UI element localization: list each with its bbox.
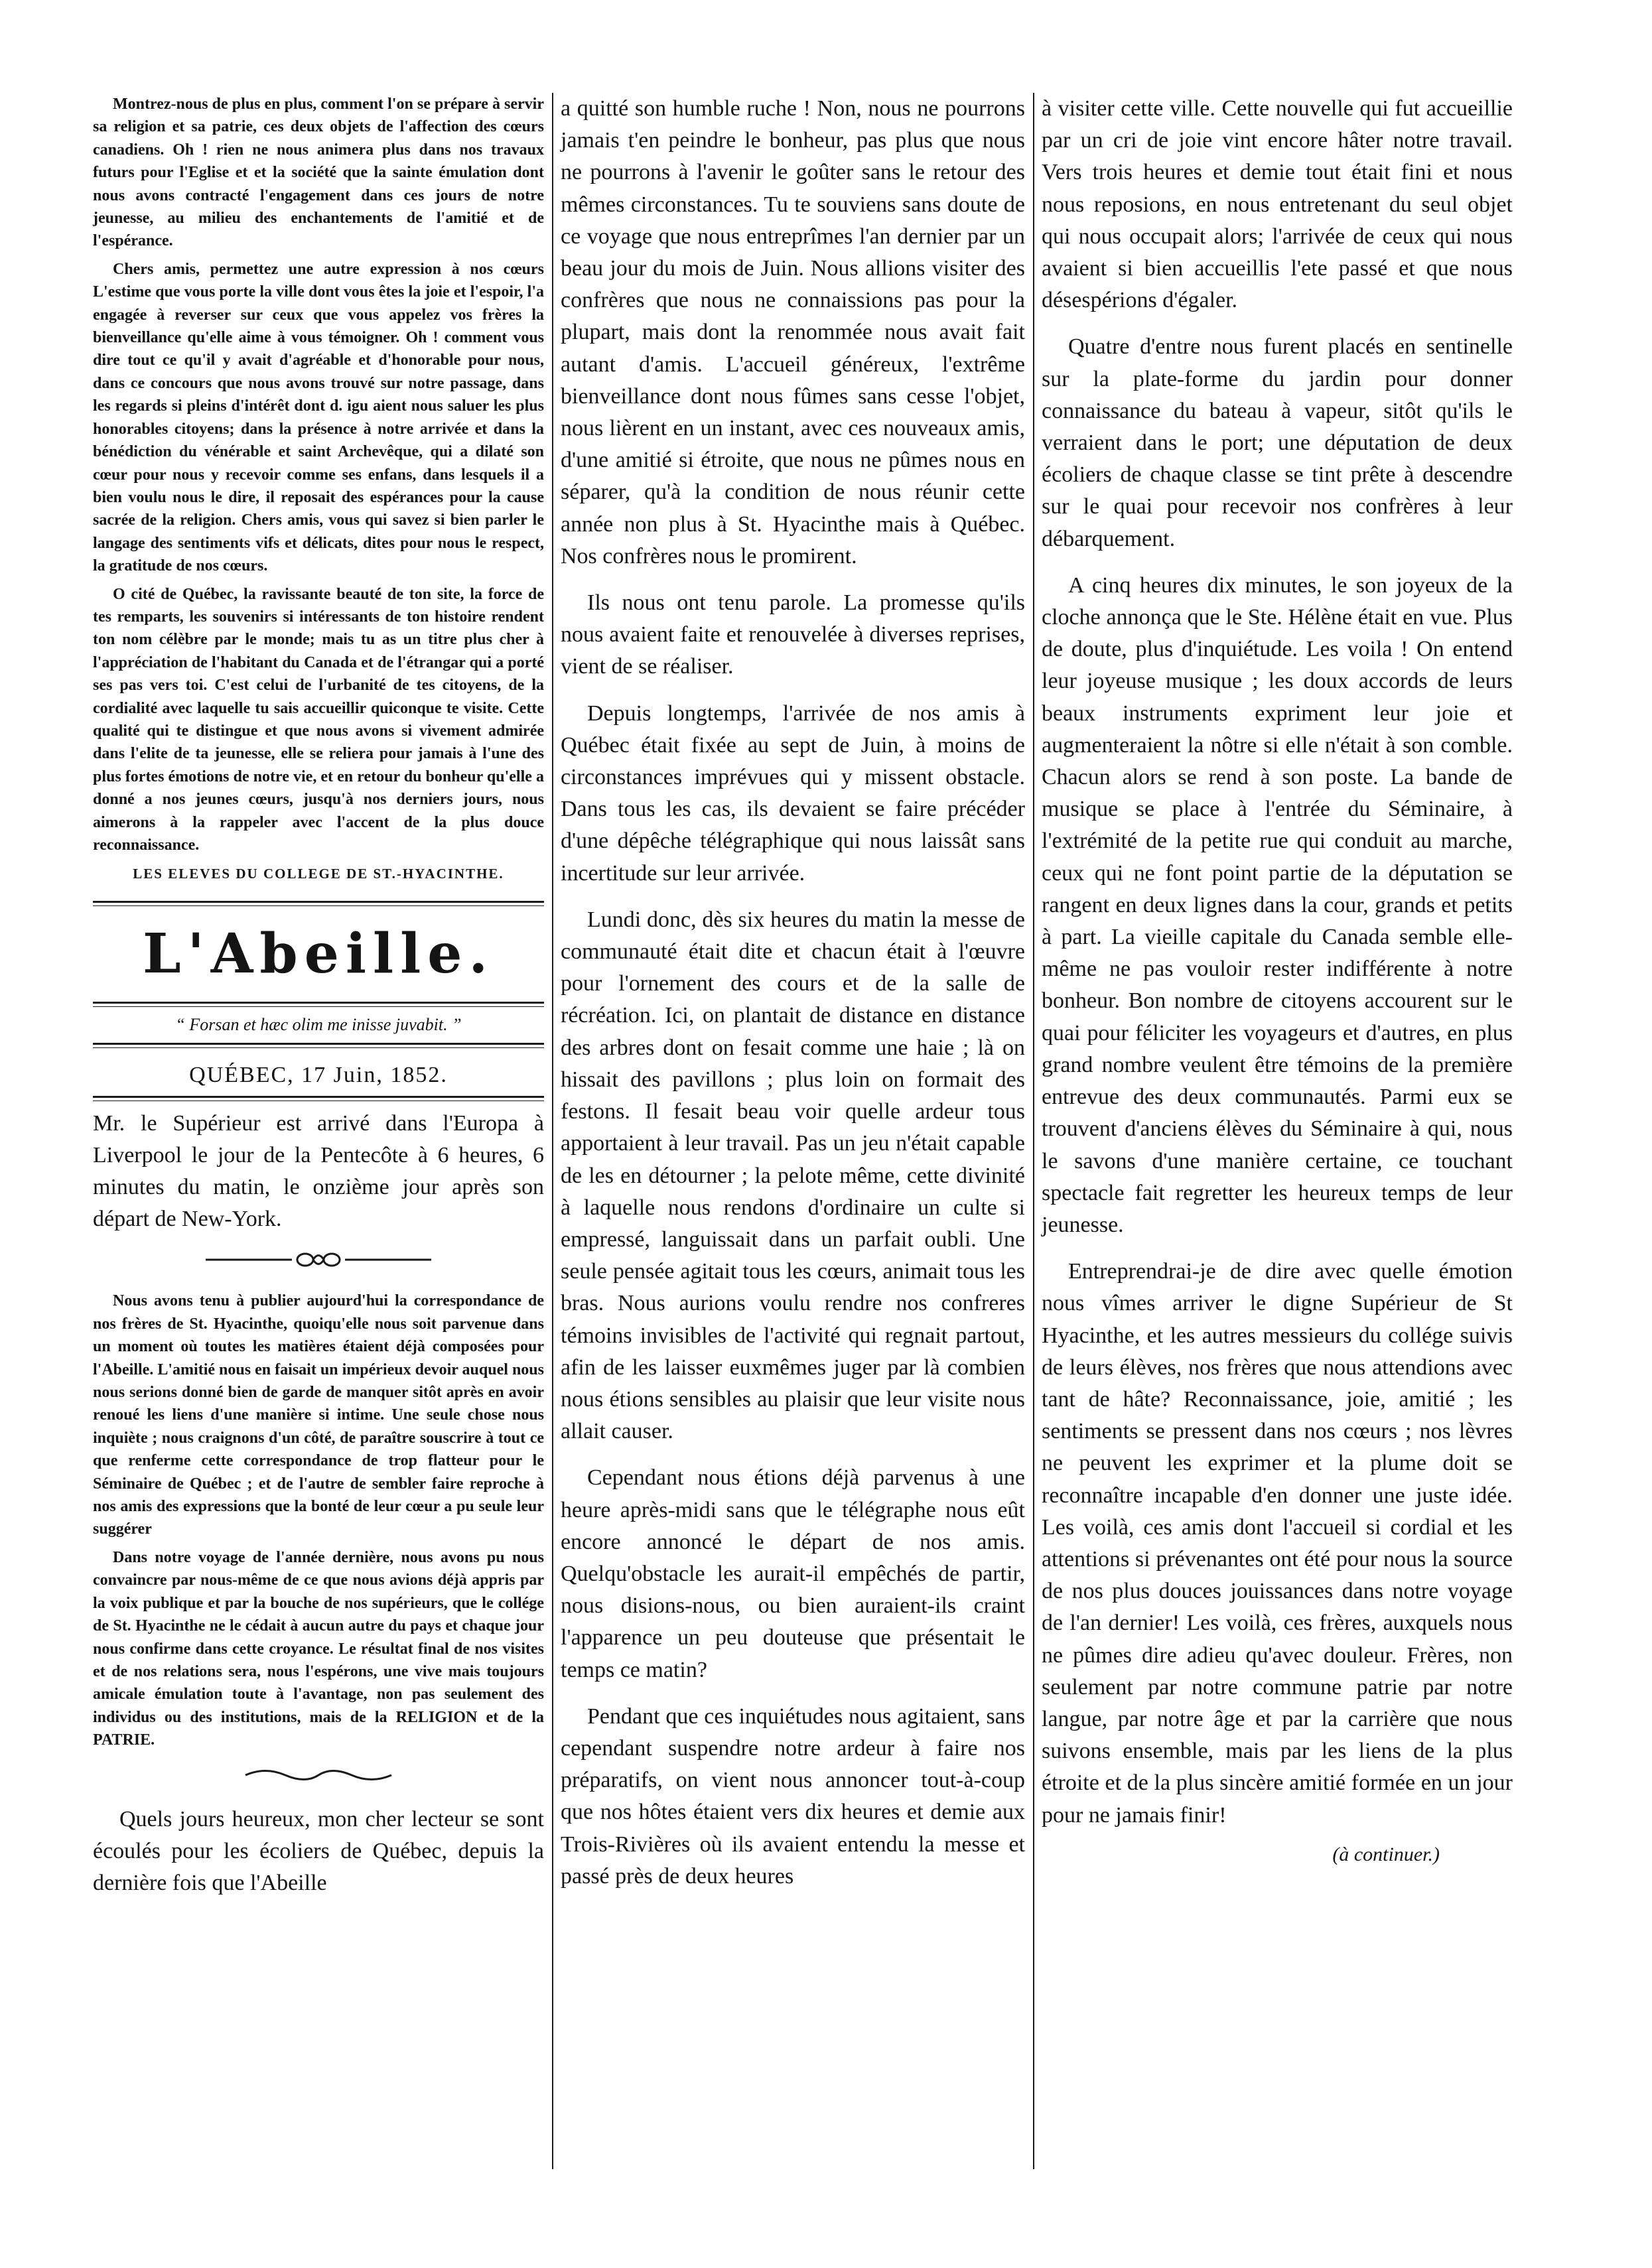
editor-paragraph: Dans notre voyage de l'année dernière, nous avons pu nous convaincre par nous-même de ce que nous avions déjà appris par la voix publique et par la bouche de nos supérieurs, que le collége de St. Hyacinthe ne le cédait à aucun autre du pays et chaque jour nous confirme dans cette croyance. Le résultat final de nos visites et de nos relations sera, nous l'espérons, une vive mais toujours amicale émulation toute à l'avantage, non pas seulement des individus ou des institutions, mais de la RELIGION et de la PATRIE. xyxy=(93,1548,544,1749)
masthead-rule-top xyxy=(93,901,544,906)
announcement: Mr. le Supérieur est arrivé dans l'Europa à Liverpool le jour de la Pentecôte à 6 heures, 6 minutes du matin, le onzième jour après son départ de New-York. xyxy=(93,1111,544,1232)
column-divider-left xyxy=(552,93,553,2169)
flourish-icon xyxy=(199,1248,438,1271)
letter-paragraph: O cité de Québec, la ravissante beauté de ton site, la force de tes remparts, les souvenirs si intéressants de ton histoire rendent ton nom célèbre par le monde; mais tu as un titre plus cher à l'appréciation de l'habitant du Canada et de l'étrangar qui a porté ses pas vers toi. C'est celui de l'urbanité de tes citoyens, de la cordialité avec laquelle tu sais accueillir quiconque te visite. Cette qualité qui te distingue et que nous avons si vivement admirée dans l'elite de ta jeunesse, elle se reliera pour jamais à l'une des plus fortes émotions de notre vie, et en retour du bonheur qu'elle a donné a nos jeunes cœurs, jusqu'à nos derniers jours, nous aimerons à la rappeler avec l'accent de la plus douce reconnaissance. xyxy=(93,585,544,854)
article-paragraph: Pendant que ces inquiétudes nous agitaient, sans cependant suspendre notre ardeur à faire nos préparatifs, on vient nous annoncer tout-à-coup que nos hôtes étaient vers dix heures et demie aux Trois-Rivières où ils avaient entendu la messe et passé près de deux heures xyxy=(561,1703,1025,1889)
article-paragraph: Lundi donc, dès six heures du matin la messe de communauté était dite et chacun était à l'œuvre pour l'ornement des cours et de la salle de récréation. Ici, on plantait de distance en distance des arbres dont on fesait comme une haie ; là on hissait des pavillons ; plus loin on formait des festons. Il fesait beau voir quelle ardeur tous apportaient à leur travail. Pas un jeu n'était capable de les en détourner ; la pelote même, cette divinité à laquelle nous rendons d'ordinaire un culte si empressé, languissait dans un parfait oubli. Une seule pensée agitait tous les cœurs, animait tous les bras. Nous aurions voulu rendre nos confreres témoins invisibles de l'activité qui regnait partout, afin de les laisser euxmêmes juger par là combien nous étions sensibles au plaisir que leur visite nous allait causer. xyxy=(561,907,1025,1444)
article-paragraph: à visiter cette ville. Cette nouvelle qui fut accueillie par un cri de joie vint encore hâter notre travail. Vers trois heures et demie tout était fini et nous nous reposions, en nous entretenant du seul objet qui nous occupait alors; l'arrivée de ceux qui nous avaient si bien accueillis l'ete passé et que nous désespérions d'égaler. xyxy=(1042,96,1513,313)
motto-rule xyxy=(93,1043,544,1048)
dateline: QUÉBEC, 17 Juin, 1852. xyxy=(189,1063,448,1088)
article-opening: Quels jours heureux, mon cher lecteur se sont écoulés pour les écoliers de Québec, depuis la dernière fois que l'Abeille xyxy=(93,1806,544,1895)
article-paragraph: Entreprendrai-je de dire avec quelle émotion nous vîmes arriver le digne Supérieur de St Hyacinthe, et les autres messieurs du collége suivis de leurs élèves, nos frères que nous attendions avec tant de hâte? Reconnaissance, joie, amitié ; les sentiments se pressent dans nos cœurs ; nos lèvres ne peuvent les exprimer et la plume doit se reconnaître incapable d'en donner une juste idée. Les voilà, ces amis dont l'accueil si cordial et les attentions si prévenantes ont été pour nous la source de nos plus douces jouissances dans notre voyage de l'an dernier! Les voilà, ces frères, auxquels nous ne pûmes dire adieu qu'avec douleur. Frères, non seulement par notre commune patrie par notre langue, par notre âge et par la carrière que nous suivons ensemble, mais par les liens de la plus étroite et de la plus sincère amitié formée en un jour pour ne jamais finir! xyxy=(1042,1259,1513,1828)
article-paragraph: Ils nous ont tenu parole. La promesse qu'ils nous avaient faite et renouvelée à diverses reprises, vient de se réaliser. xyxy=(561,590,1025,679)
column-divider-right xyxy=(1033,93,1034,2169)
letter-section xyxy=(93,93,544,856)
letter-paragraph: Montrez-nous de plus en plus, comment l'on se prépare à servir sa religion et sa patrie, ces deux objets de l'affection des cœurs canadiens. Oh ! rien ne nous animera plus dans nos travaux futurs pour l'Eglise et et la société que la sainte émulation dont nous avons contracté l'engagement dans ces jours de notre jeunesse, au milieu des enchantements de l'amitié et de l'espérance. xyxy=(93,96,544,250)
column-right xyxy=(1042,93,1513,1866)
flourish-icon xyxy=(239,1765,398,1785)
article-paragraph: A cinq heures dix minutes, le son joyeux de la cloche annonça que le Ste. Hélène était en vue. Plus de doute, plus d'inquiétude. Les voila ! On entend leur joyeuse musique ; les doux accords de leurs beaux instruments expriment leur joie et augmenteraient la nôtre si elle n'était à son comble. Chacun alors se rend à son poste. La bande de musique se place à l'entrée du Séminaire, à l'extrémité de la petite rue qui conduit au marche, ceux qui ne font point partie de la députation se rangent en deux lignes dans la cour, grands et petits à part. La vieille capitale du Canada semble elle-même ne pas vouloir rester indifférente à notre bonheur. Bon nombre de citoyens accourent sur le quai pour féliciter les voyageurs et d'autres, en plus grand nombre veulent être témoins de la première entrevue des deux communautés. Parmi eux se trouvent d'anciens élèves du Séminaire à qui, nous le savons d'une manière certaine, ce touchant spectacle fait regretter les heureux temps de leur jeunesse. xyxy=(1042,572,1513,1237)
motto: “ Forsan et hæc olim me inisse juvabit. ” xyxy=(175,1015,462,1035)
column-left xyxy=(93,93,544,1899)
masthead-rule-bottom xyxy=(93,1002,544,1007)
continued-note: (à continuer.) xyxy=(1332,1843,1440,1865)
flourish-ornament-2 xyxy=(93,1765,544,1790)
article-paragraph: Depuis longtemps, l'arrivée de nos amis à Québec était fixée au sept de Juin, à moins de circonstances imprévues qui y missent obstacle. Dans tous les cas, ils devaient se faire précéder d'une dépêche télégraphique qui nous laissât sans incertitude sur leur arrivée. xyxy=(561,700,1025,886)
letter-paragraph: Chers amis, permettez une autre expression à nos cœurs L'estime que vous porte la ville dont vous êtes la joie et l'espoir, l'a engagée à reverser sur ceux que vous appelez vos frères la bienveillance qu'elle aime à vous témoigner. Oh ! comment vous dire tout ce qu'il y avait d'agréable et d'honorable pour nous, dans ce concours que nous avons trouvé sur notre passage, dans les regards si pleins d'intérêt dont d. igu aient nous saluer les plus honorables citoyens; dans la présence à notre arrivée et dans la bénédiction du vénérable et saint Archevêque, qui a dilaté son cœur pour nous y recevoir comme ses enfans, dans lesquels il a bien voulu nous le dire, il reposait des espérances pour la cause sacrée de la religion. Chers amis, vous qui savez si bien parler le langage des sentiments vifs et délicats, dites pour nous le respect, la gratitude de nos cœurs. xyxy=(93,260,544,575)
dateline-rule xyxy=(93,1096,544,1101)
editor-note xyxy=(93,1290,544,1751)
article-paragraph: a quitté son humble ruche ! Non, nous ne pourrons jamais t'en peindre le bonheur, pas plus que nous ne pourrons à l'avenir le goûter sans le retour des mêmes circonstances. Tu te souviens sans doute de ce voyage que nous entreprîmes l'an dernier par un beau jour du mois de Juin. Nous allions visiter des confrères que nous ne connaissions pas pour la plupart, mais dont la renommée nous avait fait autant d'amis. L'accueil généreux, l'extrême bienveillance dont nous fûmes sans cesse l'objet, nous lièrent en un instant, avec ces nouveaux amis, d'une amitié si étroite, que nous ne pûmes nous en séparer, qu'à la condition de nous réunir cette année non plus à St. Hyacinthe mais à Québec. Nos confrères nous le promirent. xyxy=(561,96,1025,568)
letter-signature: LES ELEVES DU COLLEGE DE ST.-HYACINTHE. xyxy=(133,866,504,882)
editor-paragraph: Nous avons tenu à publier aujourd'hui la correspondance de nos frères de St. Hyacinthe, quoiqu'elle nous soit parvenue dans un moment où toutes les matières étaient déjà composées pour l'Abeille. L'amitié nous en faisait un impérieux devoir auquel nous nous serions donné bien de garde de manquer sitôt après en avoir renoué les liens d'une manière si intime. Une seule chose nous inquiète ; nous craignons d'un côté, de paraître souscrire à tout ce que renferme cette correspondance de trop flatteur pour le Séminaire de Québec ; et de l'autre de sembler faire reproche à nos amis des expressions que la bonté de leur cœur a pu seule leur suggérer xyxy=(93,1292,544,1538)
article-paragraph: Quatre d'entre nous furent placés en sentinelle sur la plate-forme du jardin pour donner connaissance du bateau à vapeur, sitôt qu'ils le verraient dans le port; une députation de deux écoliers de chaque classe se tint prête à descendre sur le quai pour recevoir nos confrères à leur débarquement. xyxy=(1042,334,1513,551)
column-middle xyxy=(561,93,1025,1893)
flourish-ornament xyxy=(93,1248,544,1276)
masthead: L'Abeille. xyxy=(142,922,495,986)
article-paragraph: Cependant nous étions déjà parvenus à une heure après-midi sans que le télégraphe nous eût encore annoncé le départ de nos amis. Quelqu'obstacle les aurait-il empêchés de partir, nous disions-nous, ou bien auraient-ils craint l'apparence un peu douteuse que présentait le temps ce matin? xyxy=(561,1465,1025,1682)
